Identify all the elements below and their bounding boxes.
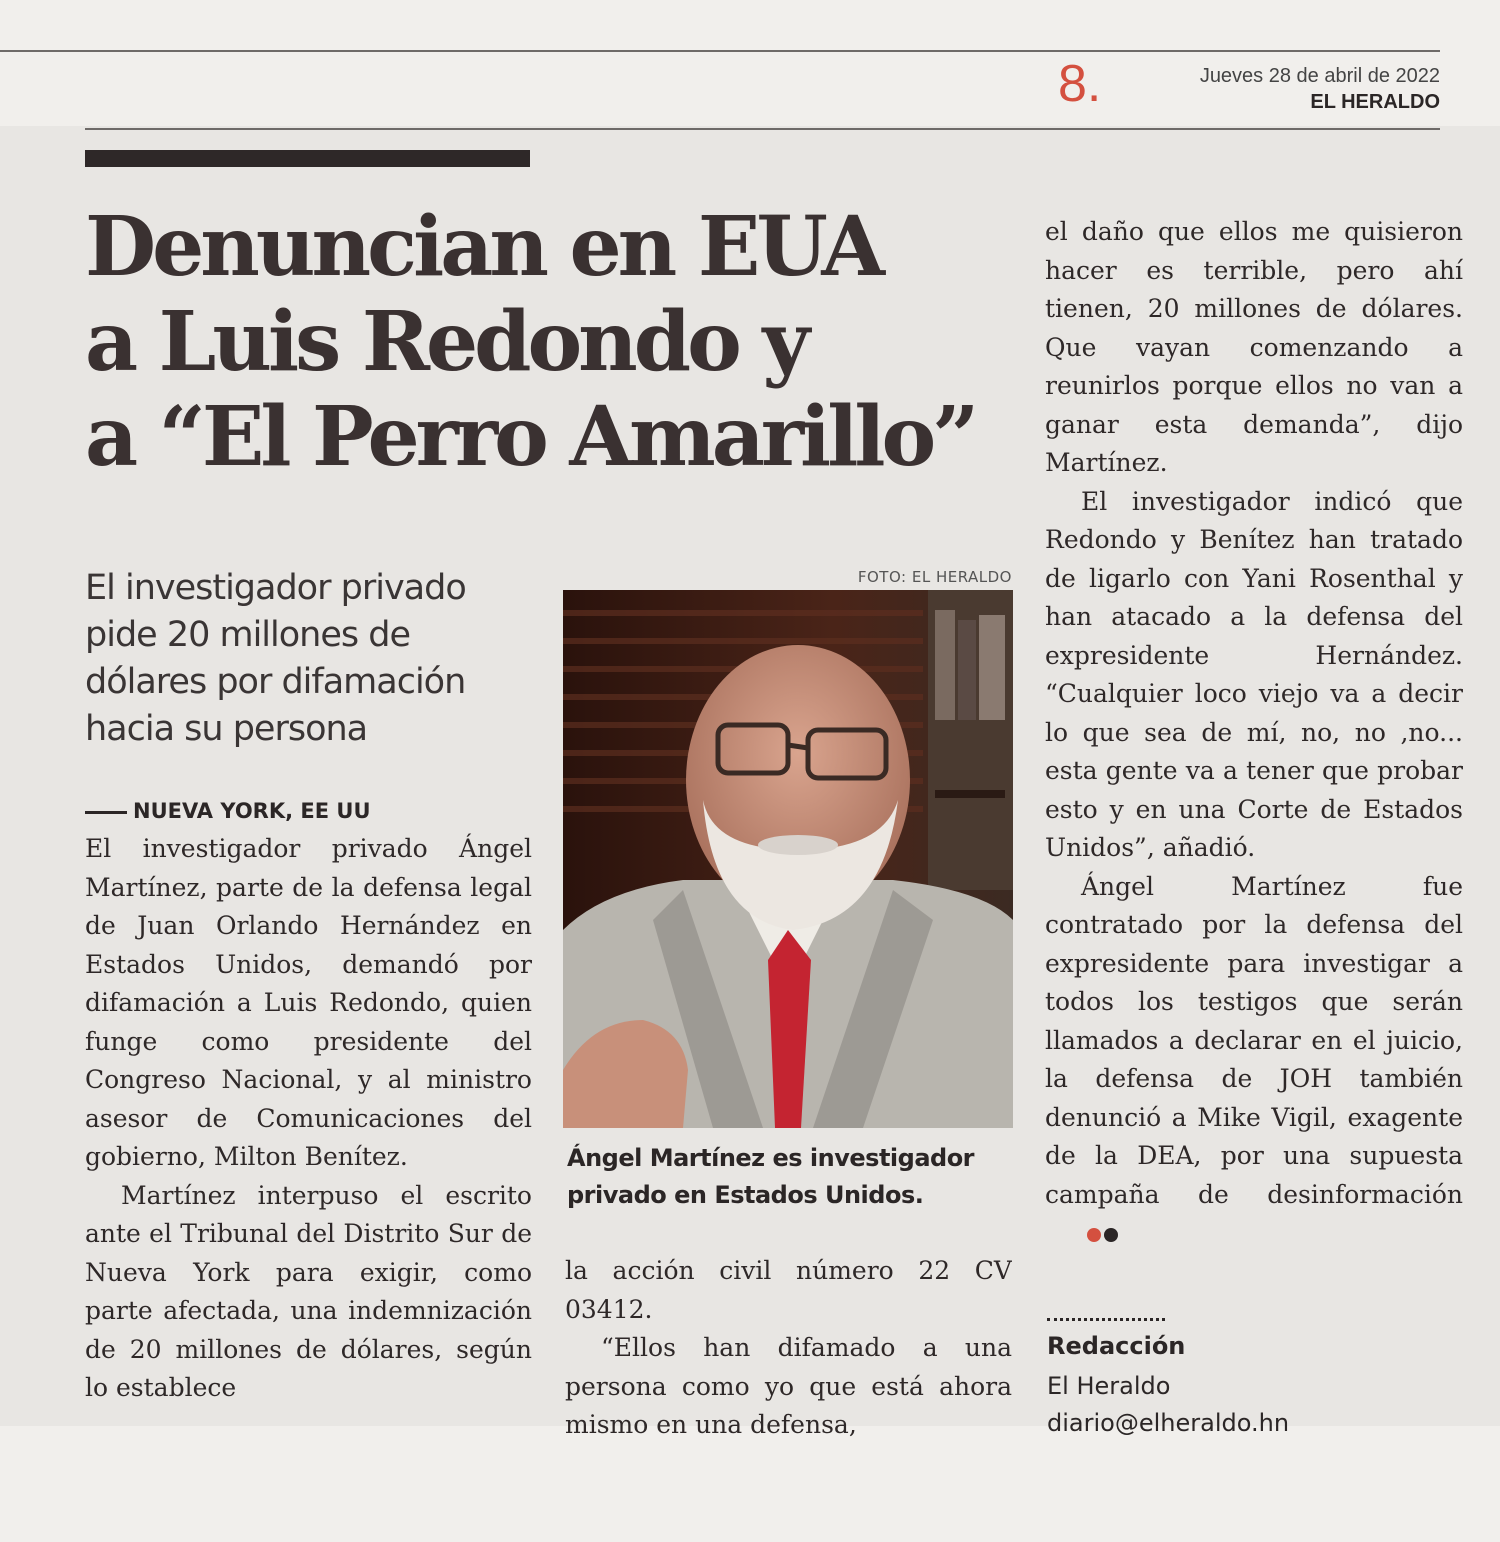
subheadline: El investigador privado pide 20 millones de dólares por difamación hacia su persona <box>85 568 466 749</box>
dateline <box>85 798 371 824</box>
paragraph-text: Ángel Martínez fue contratado por la defensa del expresidente para investigar a todos los testigos que serán llamados a declarar en el juicio, la defensa de JOH también denunció a Mike Vigil, exagente de la DEA, por una supuesta campaña de desinformación <box>1045 871 1463 1209</box>
paragraph-final <box>1045 868 1463 1254</box>
header-rule <box>0 50 1440 52</box>
paragraph: El investigador privado Ángel Martínez, parte de la defensa legal de Juan Orlando Hernández en Estados Unidos, demandó por difamación a Luis Redondo, quien funge como presidente del Congreso Nacional, y al ministro asesor de Comunicaciones del gobierno, Milton Benítez. <box>85 834 532 1171</box>
article-column-1 <box>85 830 532 1440</box>
photo-caption: Ángel Martínez es investigador privado en Estados Unidos. <box>567 1144 975 1209</box>
headline: Denuncian en EUA a Luis Redondo y a “El Perro Amarillo” <box>85 199 976 485</box>
byline-email: diario@elheraldo.hn <box>1047 1409 1290 1437</box>
end-mark-icon <box>1051 1215 1121 1254</box>
dateline-dash <box>85 811 127 814</box>
paragraph: la acción civil número 22 CV 03412. <box>565 1256 1012 1324</box>
byline-outlet: El Heraldo <box>1047 1372 1171 1400</box>
paragraph: “Ellos han difamado a una persona como yo que está ahora mismo en una defensa, <box>565 1333 1012 1439</box>
paragraph: El investigador indicó que Redondo y Benítez han tratado de ligarlo con Yani Rosenthal y han atacado a la defensa del expresidente Hernández. “Cualquier loco viejo va a decir lo que sea de mí, no, no ,no... esta gente va a tener que probar esto y en una Corte de Estados Unidos”, añadió. <box>1045 486 1463 862</box>
photo-credit: FOTO: EL HERALDO <box>857 568 1012 586</box>
article-column-2 <box>565 1252 1012 1442</box>
newspaper-name: EL HERALDO <box>1310 91 1440 113</box>
portrait-photo <box>563 590 1013 1128</box>
article-column-3 <box>1045 213 1463 1293</box>
byline-name: Redacción <box>1047 1332 1186 1360</box>
section-rule <box>85 128 1440 130</box>
byline-rule <box>1047 1318 1165 1321</box>
paragraph: el daño que ellos me quisieron hacer es terrible, pero ahí tienen, 20 millones de dólares. Que vayan comenzando a reunirlos porque ellos no van a ganar esta demanda”, dijo Martínez. <box>1045 217 1463 477</box>
issue-date: Jueves 28 de abril de 2022 <box>1199 65 1440 87</box>
page-number: 8. <box>1058 55 1102 113</box>
paragraph: Martínez interpuso el escrito ante el Tribunal del Distrito Sur de Nueva York para exigir, como parte afectada, una indemnización de 20 millones de dólares, según lo establece <box>85 1180 532 1402</box>
dateline-text: NUEVA YORK, EE UU <box>133 799 371 823</box>
headline-bar <box>85 150 530 167</box>
